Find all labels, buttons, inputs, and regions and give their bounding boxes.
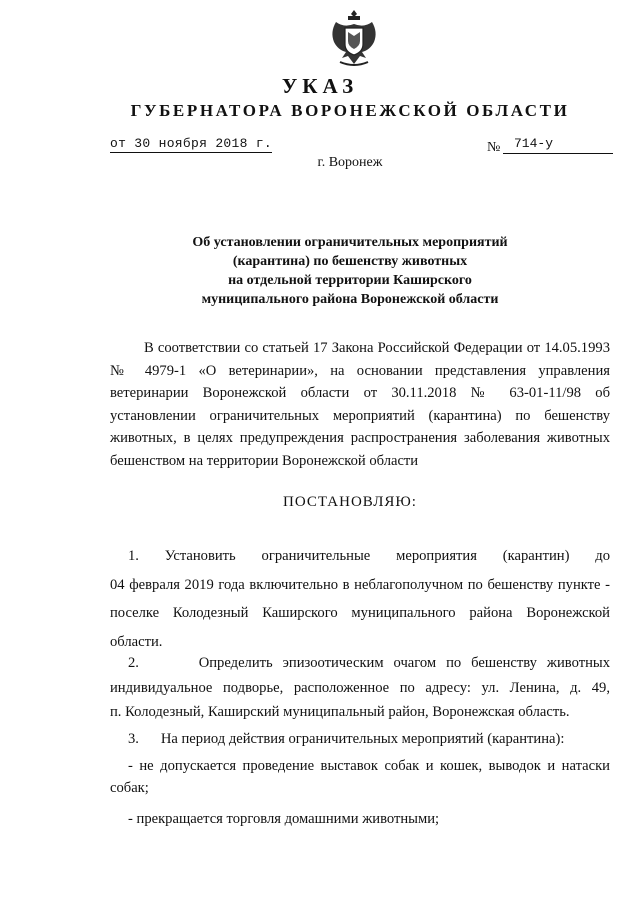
item-line: 1. Установить ограничительные мероприятия (карантин) до: [128, 548, 610, 564]
subject-line: (карантина) по бешенству животных: [232, 254, 468, 269]
preamble-line: животных, в целях предупреждения распространения заболевания животных: [110, 430, 610, 446]
item-line: - прекращается торговля домашними животными;: [128, 810, 440, 827]
document-subtitle: ГУБЕРНАТОРА ВОРОНЕЖСКОЙ ОБЛАСТИ: [130, 101, 570, 120]
subject-line: на отдельной территории Каширского: [228, 273, 472, 288]
item-line: области.: [110, 633, 163, 650]
item-line: 3. На период действия ограничительных мероприятий (карантина):: [128, 731, 565, 747]
item-line: поселке Колодезный Каширского муниципального района Воронежской: [110, 605, 610, 621]
document-subject: [150, 233, 550, 309]
item-1: [110, 545, 610, 653]
document-city: г. Воронеж: [317, 155, 383, 170]
subject-line: муниципального района Воронежской области: [201, 292, 499, 307]
item-line: - не допускается проведение выставок собак и кошек, выводок и натаски: [128, 757, 610, 774]
item-line: собак;: [110, 780, 149, 796]
preamble-line: В соответствии со статьей 17 Закона Российской Федерации от 14.05.1993: [144, 340, 610, 356]
preamble: [110, 337, 610, 472]
document-number: 714-у: [514, 136, 554, 151]
item-line: п. Колодезный, Каширский муниципальный район, Воронежская область.: [110, 704, 570, 720]
preamble-line: установлении ограничительных мероприятий (карантина) по бешенству: [110, 407, 610, 424]
number-underline: [503, 153, 613, 154]
preamble-line: бешенством на территории Воронежской области: [110, 452, 419, 469]
document-title: УКАЗ: [281, 74, 359, 98]
item-line: 04 февраля 2019 года включительно в неблагополучном по бешенству пункте -: [110, 576, 610, 593]
preamble-line: ветеринарии Воронежской области от 30.11.2018 № 63-01-11/98 об: [110, 385, 610, 401]
coat-of-arms-icon: [328, 8, 380, 70]
item-line: 2. Определить эпизоотическим очагом по бешенству животных: [128, 655, 610, 671]
number-label: №: [487, 140, 501, 155]
item-2: [110, 652, 610, 724]
decree-word: ПОСТАНОВЛЯЮ:: [283, 494, 417, 510]
item-line: индивидуальное подворье, расположенное по адресу: ул. Ленина, д. 49,: [110, 679, 610, 696]
item-3: [110, 728, 610, 830]
preamble-line: № 4979-1 «О ветеринарии», на основании представления управления: [110, 362, 610, 379]
document-date: от 30 ноября 2018 г.: [110, 136, 273, 151]
subject-line: Об установлении ограничительных мероприятий: [192, 235, 508, 250]
